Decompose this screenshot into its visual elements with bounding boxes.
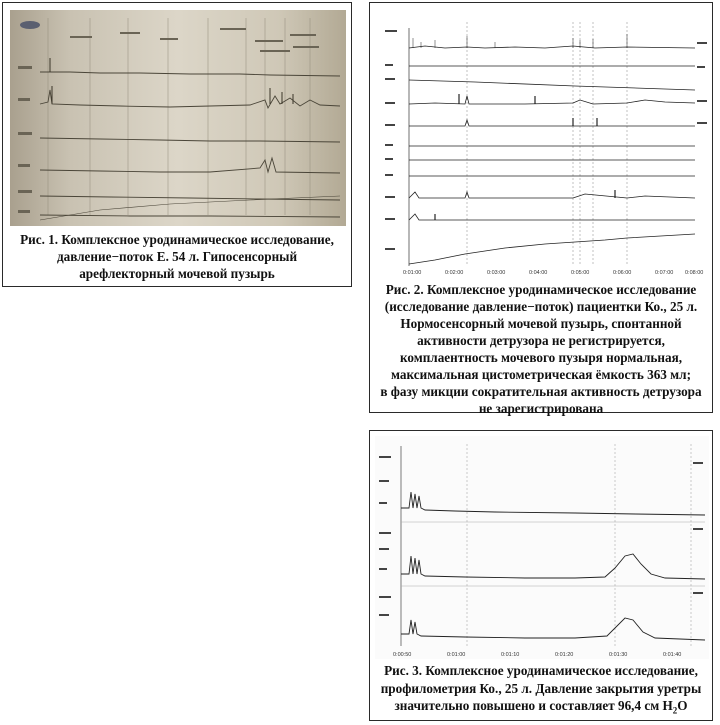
figure-2 xyxy=(369,2,713,416)
figure-3-caption xyxy=(378,662,704,720)
time-tick: 0:05:00 xyxy=(571,270,590,276)
caption-line: профилометрия Ко., 25 л. Давление закрытия уретры xyxy=(380,680,702,696)
caption-line: Рис. 1. Комплексное уродинамическое исследование, xyxy=(20,232,334,247)
figure-3 xyxy=(369,430,713,721)
caption-line: активности детрузора не регистрируется, xyxy=(417,333,665,348)
caption-line: максимальная цистометрическая ёмкость 363 мл; xyxy=(391,367,691,382)
caption-line-suffix: O xyxy=(677,698,688,713)
time-tick: 0:08:00 xyxy=(685,270,704,276)
time-tick: 0:01:10 xyxy=(501,652,520,658)
caption-line: Рис. 3. Комплексное уродинамическое исследование, xyxy=(384,663,698,678)
caption-line: комплаентность мочевого пузыря нормальная, xyxy=(399,350,683,365)
caption-line: (исследование давление−поток) пациентки Ко., 25 л. xyxy=(384,299,698,314)
caption-line-text: значительно повышено и составляет 96,4 см H xyxy=(394,698,673,713)
time-tick: 0:01:30 xyxy=(609,652,628,658)
caption-line xyxy=(378,697,704,720)
time-tick: 0:01:00 xyxy=(447,652,466,658)
time-tick: 0:00:50 xyxy=(393,652,412,658)
caption-line: Нормосенсорный мочевой пузырь, спонтанной xyxy=(400,316,682,331)
figure-3-chart xyxy=(375,436,709,659)
time-tick: 0:03:00 xyxy=(487,270,506,276)
time-tick: 0:06:00 xyxy=(613,270,632,276)
time-tick: 0:02:00 xyxy=(445,270,464,276)
figure-2-caption xyxy=(378,281,704,417)
figure-2-chart xyxy=(375,8,709,276)
time-tick: 0:07:00 xyxy=(655,270,674,276)
figure-3-photo xyxy=(375,436,709,659)
figure-1-chart-photo xyxy=(10,10,346,226)
time-tick: 0:01:40 xyxy=(663,652,682,658)
time-tick: 0:01:20 xyxy=(555,652,574,658)
caption-line: Рис. 2. Комплексное уродинамическое исследование xyxy=(385,282,697,297)
figure-1-caption xyxy=(11,231,343,282)
time-tick: 0:01:00 xyxy=(403,270,422,276)
time-tick: 0:04:00 xyxy=(529,270,548,276)
caption-line: не зарегистрирована xyxy=(478,401,604,416)
caption-line: в фазу микции сократительная активность детрузора xyxy=(380,384,702,399)
subscript: 2 xyxy=(672,705,678,716)
figure-1-photo xyxy=(10,10,346,226)
figure-1 xyxy=(2,2,352,287)
caption-line: арефлекторный мочевой пузырь xyxy=(79,266,275,281)
figure-2-photo xyxy=(375,8,709,276)
caption-line: давление−поток Е. 54 л. Гипосенсорный xyxy=(56,249,298,264)
